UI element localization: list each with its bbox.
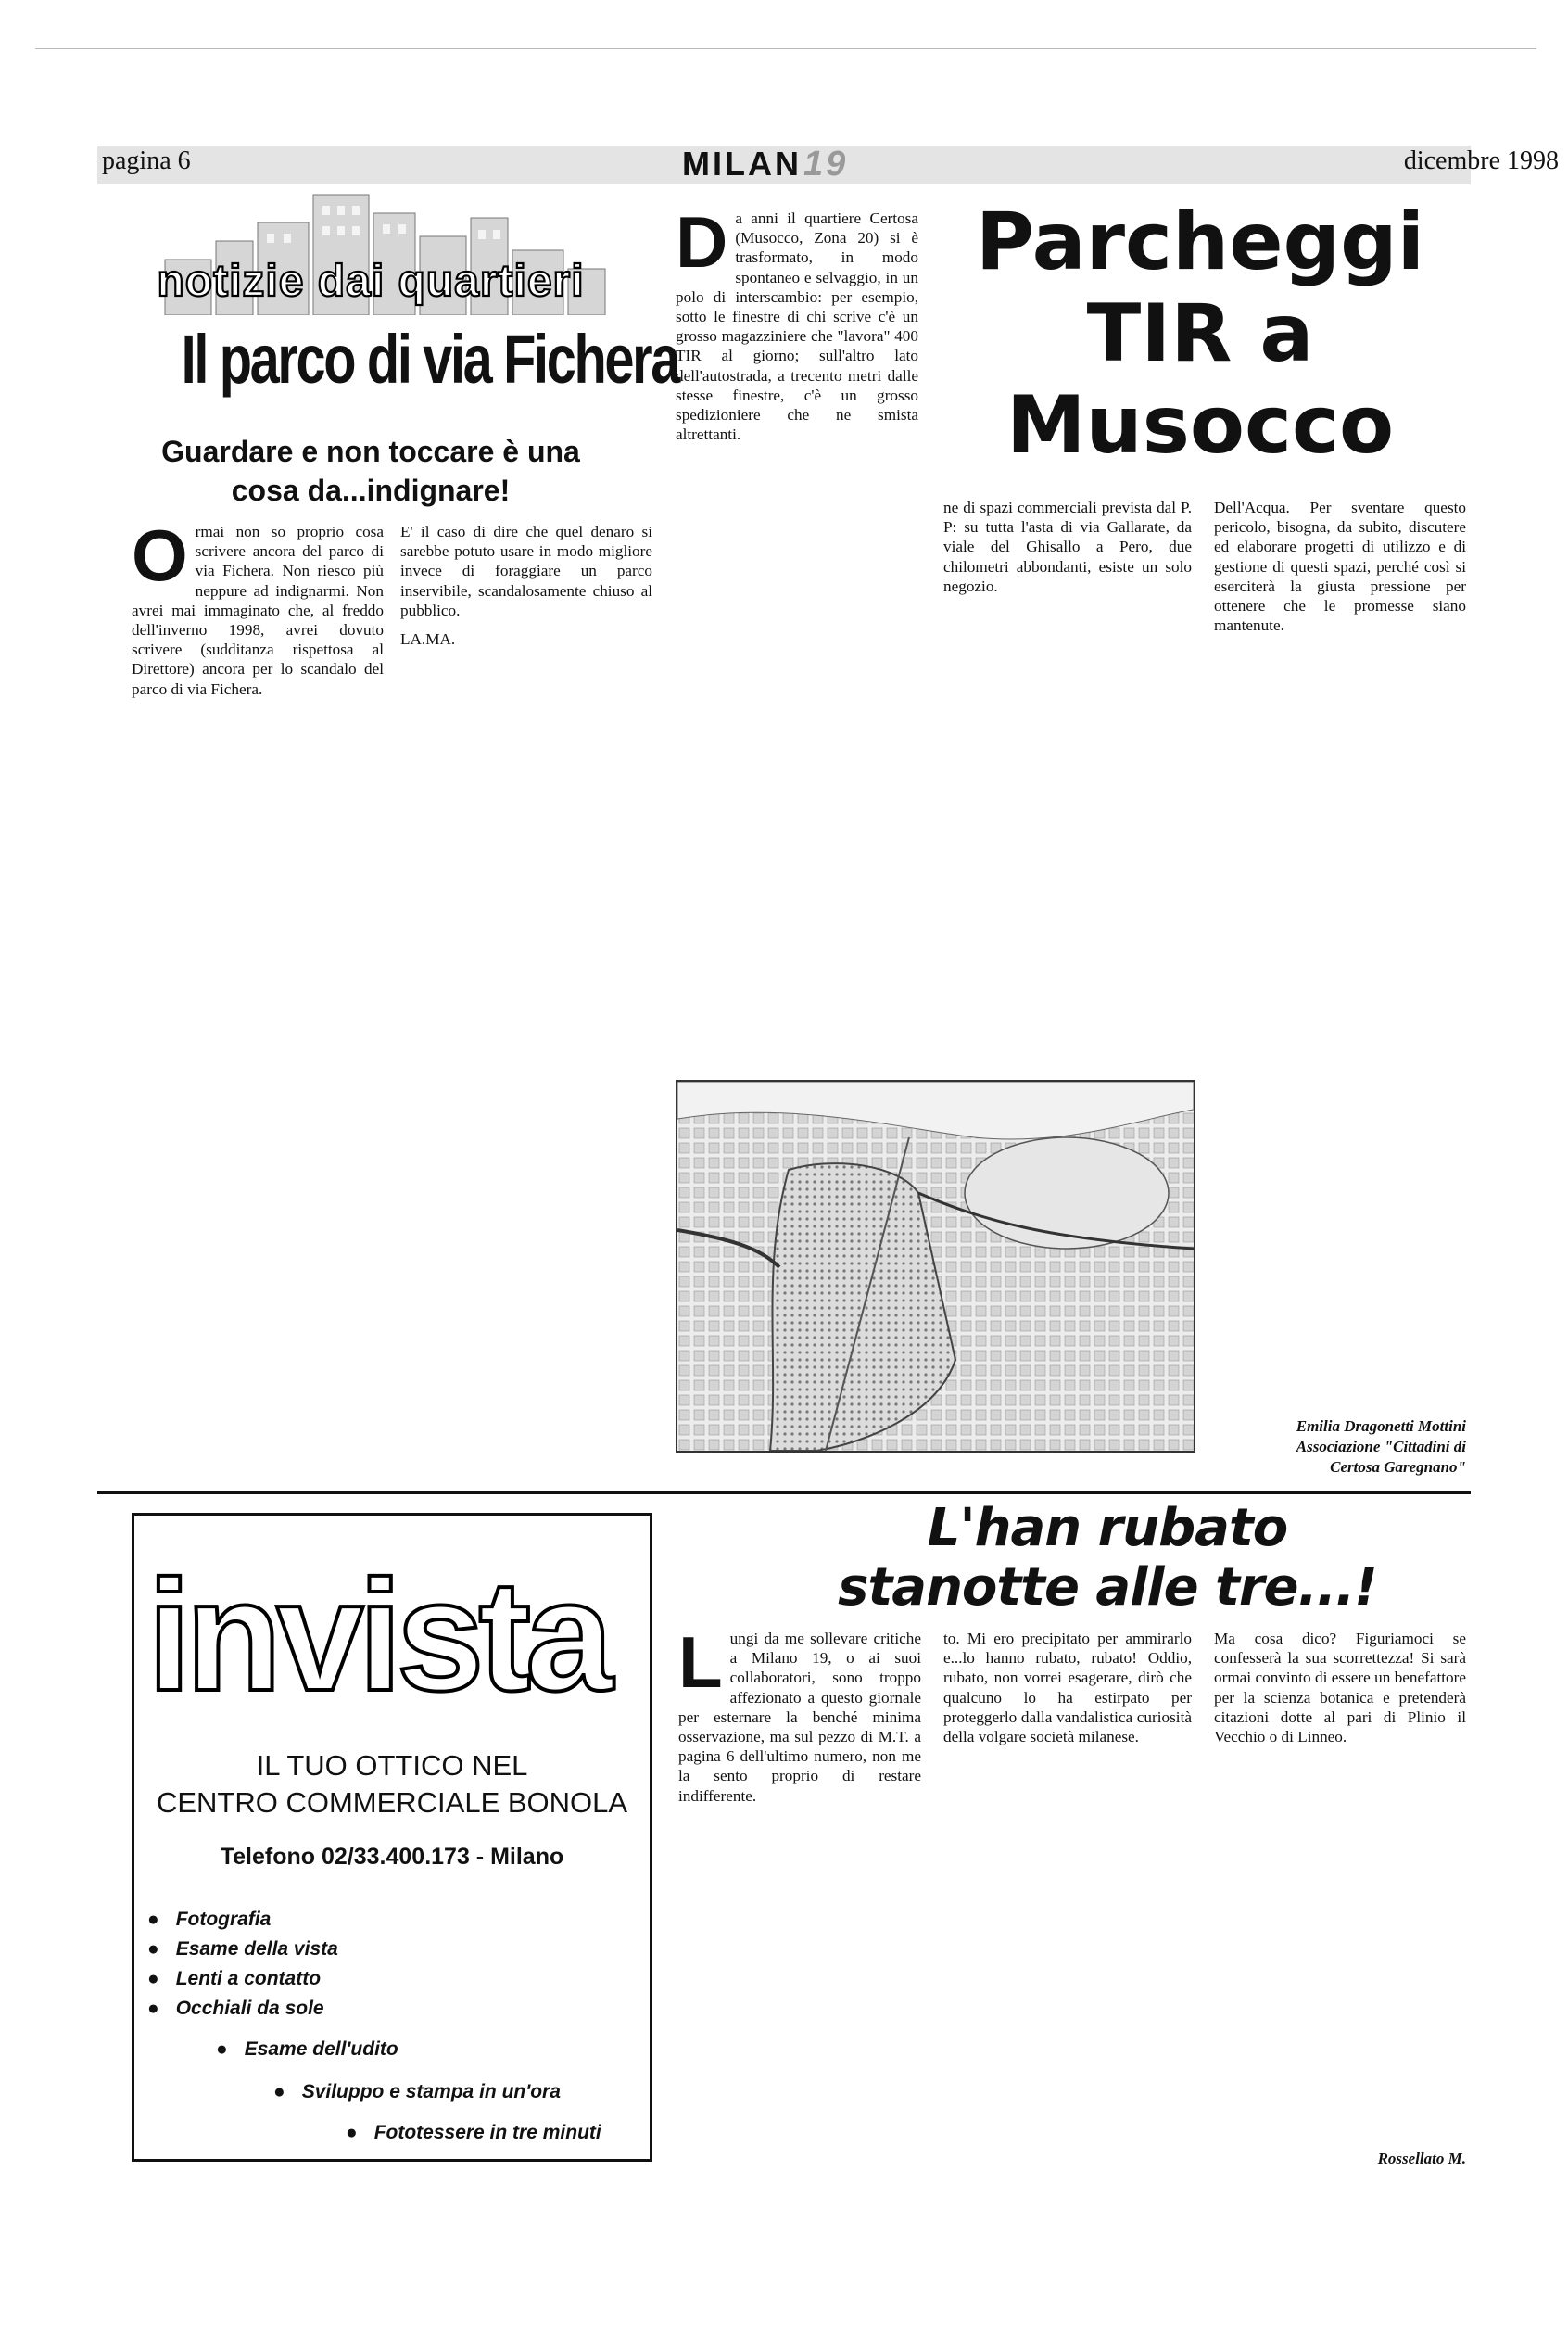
masthead: [682, 145, 848, 184]
drop-cap: L: [678, 1621, 723, 1703]
ad-item: ● Esame della vista: [147, 1938, 338, 1960]
ad-item: ● Fotografia: [147, 1909, 272, 1930]
ad-item: ● Lenti a contatto: [147, 1968, 322, 1989]
section-kicker: notizie dai quartieri: [157, 257, 585, 306]
ad-line-2: CENTRO COMMERCIALE BONOLA: [156, 1786, 628, 1819]
page-number: pagina 6: [102, 146, 191, 175]
logo-text: invista: [147, 1560, 608, 1708]
section-divider: [97, 1491, 1471, 1494]
drop-cap: D: [676, 201, 728, 283]
article2-col2-text: ne di spazi commerciali prevista dal P. P: su tutta l'asta di via Gallarate, da viale del Ghisallo a Pero, due chilometri abbondanti, esiste un solo negozio.: [943, 499, 1192, 595]
article3-title: [741, 1499, 1473, 1618]
masthead-number: 19: [803, 145, 849, 184]
article3-column-1: [678, 1621, 921, 1806]
article1-title: Il parco di via Fichera: [181, 321, 679, 398]
ad-item: ● Esame dell'udito: [216, 2038, 398, 2060]
ad-item: ● Sviluppo e stampa in un'ora: [273, 2081, 561, 2102]
article2-col3-text: Dell'Acqua. Per sventare questo pericolo, bisogna, da subito, discutere ed elaborare progetti di utilizzo e di gestione di questi spazi, perché così si eserciterà la giusta pressione per ottenere che le promesse siano mantenute.: [1214, 499, 1466, 635]
article1-column-2: [400, 522, 652, 649]
drop-cap: O: [132, 514, 188, 596]
article2-column-2: [943, 498, 1192, 596]
article3-title-line-1: L'han rubato: [927, 1498, 1288, 1558]
article3-title-line-2: stanotte alle tre...!: [838, 1557, 1377, 1618]
article1-column-1: [132, 514, 384, 699]
article1-col1-text: rmai non so proprio cosa scrivere ancora del parco di via Fichera. Non riesco più neppure ad indignarmi. Non avrei mai immaginato che, al freddo dell'inverno 1998, avrei dovuto scrivere (sudditanza rispettosa al Direttore) ancora per lo scandalo del parco di via Fichera.: [132, 523, 384, 698]
ad-services-list: [134, 1516, 650, 2159]
ad-line-1: IL TUO OTTICO NEL: [256, 1749, 528, 1782]
article3-signature: Rossellato M.: [1377, 2150, 1466, 2167]
article2-col1-text: a anni il quartiere Certosa (Musocco, Zona 20) si è trasformato, in modo spontaneo e selvaggio, in un polo di interscambio: per esempio, sotto le finestre di chi scrive c'è un grosso magazziniere che "lavora" 400 TIR al giorno; sull'altro lato dell'autostrada, a trecento metri dalle stesse finestre, c'è un grosso spedizioniere che ne smista altrettanti.: [676, 209, 918, 444]
article3-col3-text: Ma cosa dico? Figuriamoci se confesserà la sua scorrettezza! Si sarà ormai convinto di essere un benefattore per la scienza botanica e pretenderà citazioni dotte al pari di Plinio il Vecchio o di Linneo.: [1214, 1630, 1466, 1746]
article2-column-1: [676, 201, 918, 444]
article3-column-3: [1214, 1629, 1466, 1746]
article2-column-3: [1214, 498, 1466, 635]
article3-column-2: [943, 1629, 1192, 1746]
area-map: [676, 1080, 1195, 1453]
top-rule: [35, 48, 1536, 49]
issue-date: dicembre 1998: [1403, 146, 1559, 175]
article2-signature: [1131, 1416, 1466, 1478]
ad-phone: Telefono 02/33.400.173 - Milano: [220, 1844, 564, 1870]
signature-org-2: Certosa Garegnano": [1330, 1458, 1466, 1476]
article2-title: Parcheggi TIR a Musocco: [975, 196, 1425, 472]
article3-col2-text: to. Mi ero precipitato per ammirarlo e...lo hanno rubato, rubato! Oddio, rubato, non vorrei esagerare, dirò che qualcuno lo ha estirpato per proteggerlo dalla vandalistica curiosità della volgare società milanese.: [943, 1630, 1192, 1746]
ad-item: ● Fototessere in tre minuti: [346, 2122, 601, 2143]
ad-item: ● Occhiali da sole: [147, 1998, 324, 2019]
masthead-text: MILAN: [682, 145, 802, 183]
map-illustration: [677, 1082, 1194, 1451]
article3-col1-text: ungi da me sollevare critiche a Milano 19, o ai suoi collaboratori, sono troppo affezionato a questo giornale per esternare la benché minima osservazione, ma sul pezzo di M.T. a pagina 6 dell'ultimo numero, non me la sento proprio di restare indifferente.: [678, 1630, 921, 1805]
article1-col2-text: E' il caso di dire che quel denaro si sarebbe potuto usare in modo migliore invece di foraggiare un parco inservibile, scandalosamente chiuso al pubblico.: [400, 523, 652, 619]
signature-org-1: Associazione "Cittadini di: [1296, 1438, 1466, 1455]
article1-subtitle: Guardare e non toccare è una cosa da...indignare!: [161, 435, 580, 507]
optician-advertisement: [132, 1513, 652, 2162]
article1-signature: LA.MA.: [400, 630, 456, 649]
signature-name: Emilia Dragonetti Mottini: [1296, 1417, 1466, 1435]
